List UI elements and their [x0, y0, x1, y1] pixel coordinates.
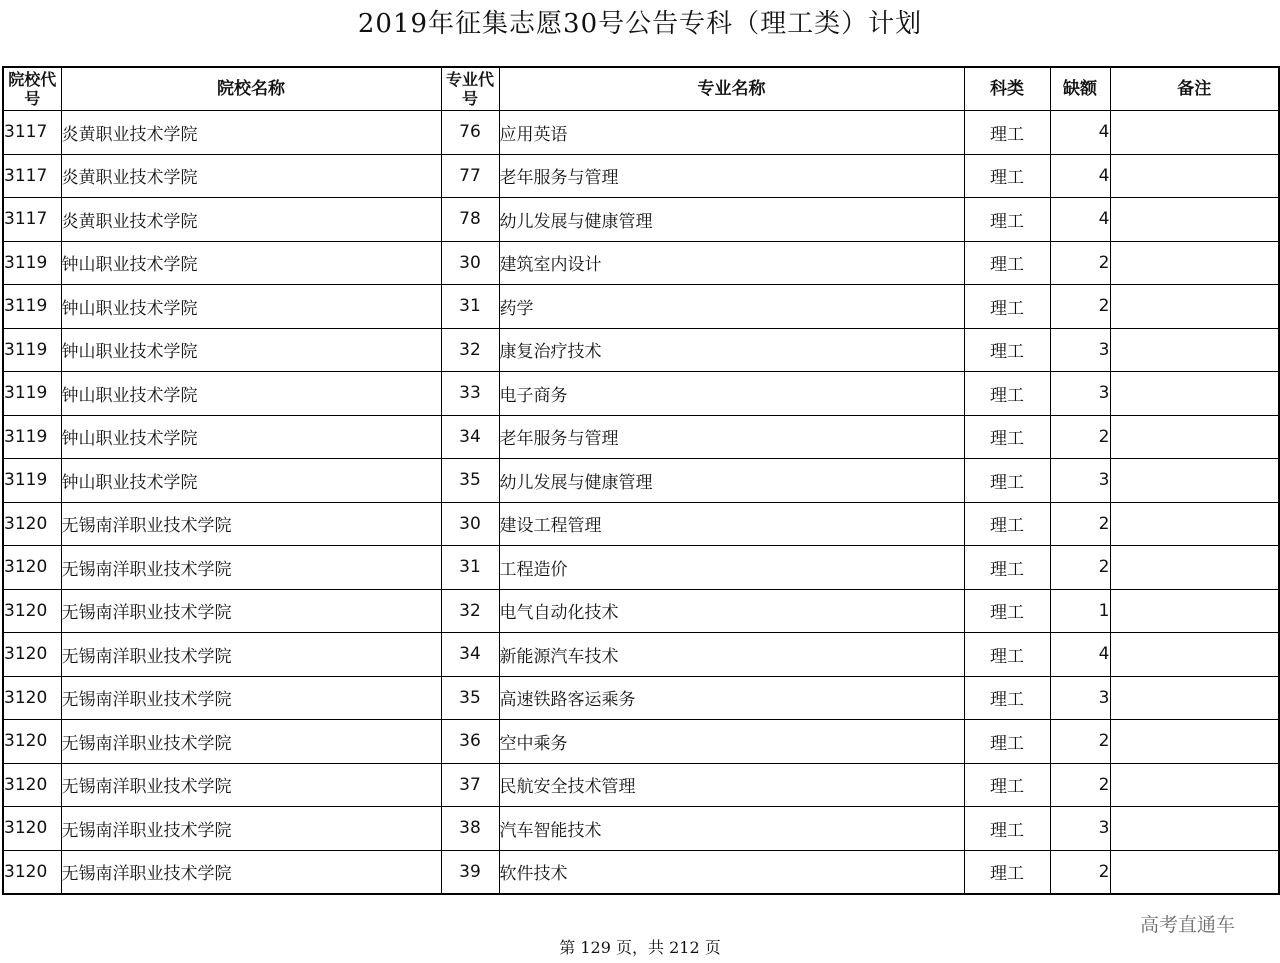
watermark: 高考直通车 — [1140, 914, 1236, 936]
cell-note — [1110, 372, 1279, 416]
cell-category: 理工 — [964, 807, 1050, 851]
cell-major-name: 康复治疗技术 — [499, 328, 964, 372]
cell-school-code: 3119 — [3, 459, 61, 503]
cell-category: 理工 — [964, 633, 1050, 677]
cell-note — [1110, 589, 1279, 633]
cell-quota: 2 — [1050, 415, 1110, 459]
cell-category: 理工 — [964, 502, 1050, 546]
cell-note — [1110, 763, 1279, 807]
cell-major-code: 32 — [441, 328, 499, 372]
cell-school-name: 无锡南洋职业技术学院 — [61, 763, 441, 807]
table-row — [3, 154, 1279, 198]
cell-major-name: 工程造价 — [499, 546, 964, 590]
cell-school-name: 无锡南洋职业技术学院 — [61, 633, 441, 677]
cell-quota: 1 — [1050, 589, 1110, 633]
cell-school-name: 钟山职业技术学院 — [61, 328, 441, 372]
cell-note — [1110, 633, 1279, 677]
cell-major-code: 38 — [441, 807, 499, 851]
cell-category: 理工 — [964, 241, 1050, 285]
cell-school-name: 无锡南洋职业技术学院 — [61, 807, 441, 851]
cell-major-code: 30 — [441, 241, 499, 285]
cell-category: 理工 — [964, 676, 1050, 720]
table-row — [3, 633, 1279, 677]
page-footer: 第 129 页，共 212 页 — [559, 938, 721, 957]
cell-school-name: 炎黄职业技术学院 — [61, 154, 441, 198]
cell-quota: 3 — [1050, 328, 1110, 372]
cell-school-code: 3117 — [3, 154, 61, 198]
cell-major-name: 幼儿发展与健康管理 — [499, 459, 964, 503]
cell-note — [1110, 241, 1279, 285]
cell-school-code: 3119 — [3, 372, 61, 416]
cell-quota: 2 — [1050, 850, 1110, 894]
table-row — [3, 415, 1279, 459]
cell-category: 理工 — [964, 285, 1050, 329]
table-row — [3, 807, 1279, 851]
cell-major-code: 39 — [441, 850, 499, 894]
cell-school-code: 3120 — [3, 850, 61, 894]
cell-note — [1110, 459, 1279, 503]
cell-quota: 4 — [1050, 111, 1110, 155]
cell-school-code: 3120 — [3, 633, 61, 677]
table-row — [3, 459, 1279, 503]
table-row — [3, 502, 1279, 546]
cell-school-code: 3120 — [3, 546, 61, 590]
cell-quota: 2 — [1050, 502, 1110, 546]
cell-note — [1110, 807, 1279, 851]
cell-school-name: 无锡南洋职业技术学院 — [61, 546, 441, 590]
cell-category: 理工 — [964, 763, 1050, 807]
table-row — [3, 241, 1279, 285]
cell-major-name: 幼儿发展与健康管理 — [499, 198, 964, 242]
header-category: 科类 — [964, 67, 1050, 111]
table-header-row — [3, 67, 1279, 111]
cell-major-code: 32 — [441, 589, 499, 633]
cell-school-name: 炎黄职业技术学院 — [61, 111, 441, 155]
cell-quota: 3 — [1050, 459, 1110, 503]
document-title: 2019年征集志愿30号公告专科（理工类）计划 — [357, 9, 923, 39]
table-row — [3, 198, 1279, 242]
cell-major-name: 民航安全技术管理 — [499, 763, 964, 807]
header-note: 备注 — [1110, 67, 1279, 111]
cell-major-code: 35 — [441, 676, 499, 720]
cell-major-code: 34 — [441, 415, 499, 459]
cell-note — [1110, 850, 1279, 894]
cell-quota: 3 — [1050, 676, 1110, 720]
table-row — [3, 763, 1279, 807]
cell-quota: 2 — [1050, 241, 1110, 285]
cell-major-code: 78 — [441, 198, 499, 242]
cell-major-name: 建设工程管理 — [499, 502, 964, 546]
cell-major-code: 37 — [441, 763, 499, 807]
table-row — [3, 111, 1279, 155]
cell-school-code: 3119 — [3, 241, 61, 285]
cell-major-code: 36 — [441, 720, 499, 764]
cell-school-name: 钟山职业技术学院 — [61, 241, 441, 285]
cell-category: 理工 — [964, 198, 1050, 242]
table-row — [3, 285, 1279, 329]
cell-note — [1110, 502, 1279, 546]
cell-category: 理工 — [964, 850, 1050, 894]
cell-category: 理工 — [964, 589, 1050, 633]
cell-note — [1110, 676, 1279, 720]
cell-school-name: 钟山职业技术学院 — [61, 285, 441, 329]
cell-school-name: 无锡南洋职业技术学院 — [61, 850, 441, 894]
cell-major-code: 31 — [441, 285, 499, 329]
cell-major-name: 老年服务与管理 — [499, 154, 964, 198]
cell-school-name: 无锡南洋职业技术学院 — [61, 676, 441, 720]
cell-major-name: 电气自动化技术 — [499, 589, 964, 633]
cell-major-code: 76 — [441, 111, 499, 155]
cell-school-name: 无锡南洋职业技术学院 — [61, 589, 441, 633]
cell-school-code: 3119 — [3, 415, 61, 459]
cell-note — [1110, 328, 1279, 372]
cell-school-name: 钟山职业技术学院 — [61, 459, 441, 503]
table-row — [3, 720, 1279, 764]
table-row — [3, 589, 1279, 633]
cell-quota: 2 — [1050, 720, 1110, 764]
header-major-code: 专业代号 — [441, 67, 499, 111]
cell-school-code: 3120 — [3, 720, 61, 764]
cell-quota: 3 — [1050, 807, 1110, 851]
cell-major-code: 33 — [441, 372, 499, 416]
cell-school-code: 3120 — [3, 676, 61, 720]
cell-school-code: 3120 — [3, 807, 61, 851]
table-row — [3, 850, 1279, 894]
cell-school-name: 钟山职业技术学院 — [61, 372, 441, 416]
cell-category: 理工 — [964, 546, 1050, 590]
cell-school-code: 3119 — [3, 285, 61, 329]
cell-quota: 2 — [1050, 546, 1110, 590]
cell-quota: 2 — [1050, 763, 1110, 807]
cell-school-code: 3120 — [3, 502, 61, 546]
cell-note — [1110, 285, 1279, 329]
cell-school-code: 3120 — [3, 589, 61, 633]
header-school-code: 院校代号 — [3, 67, 61, 111]
cell-school-name: 炎黄职业技术学院 — [61, 198, 441, 242]
cell-note — [1110, 720, 1279, 764]
table-body — [3, 111, 1279, 895]
cell-major-name: 老年服务与管理 — [499, 415, 964, 459]
cell-category: 理工 — [964, 720, 1050, 764]
header-major-name: 专业名称 — [499, 67, 964, 111]
cell-major-code: 77 — [441, 154, 499, 198]
cell-major-name: 高速铁路客运乘务 — [499, 676, 964, 720]
cell-category: 理工 — [964, 154, 1050, 198]
cell-school-name: 无锡南洋职业技术学院 — [61, 502, 441, 546]
cell-major-name: 汽车智能技术 — [499, 807, 964, 851]
cell-quota: 3 — [1050, 372, 1110, 416]
cell-major-name: 软件技术 — [499, 850, 964, 894]
cell-major-name: 空中乘务 — [499, 720, 964, 764]
cell-major-code: 34 — [441, 633, 499, 677]
cell-quota: 4 — [1050, 633, 1110, 677]
cell-quota: 4 — [1050, 198, 1110, 242]
cell-major-name: 建筑室内设计 — [499, 241, 964, 285]
cell-quota: 4 — [1050, 154, 1110, 198]
cell-category: 理工 — [964, 415, 1050, 459]
cell-school-code: 3120 — [3, 763, 61, 807]
cell-note — [1110, 415, 1279, 459]
cell-category: 理工 — [964, 111, 1050, 155]
cell-school-code: 3119 — [3, 328, 61, 372]
cell-category: 理工 — [964, 328, 1050, 372]
cell-note — [1110, 154, 1279, 198]
cell-school-name: 无锡南洋职业技术学院 — [61, 720, 441, 764]
cell-major-code: 35 — [441, 459, 499, 503]
table-row — [3, 328, 1279, 372]
cell-quota: 2 — [1050, 285, 1110, 329]
header-school-name: 院校名称 — [61, 67, 441, 111]
cell-major-name: 应用英语 — [499, 111, 964, 155]
table-row — [3, 676, 1279, 720]
cell-category: 理工 — [964, 459, 1050, 503]
cell-note — [1110, 111, 1279, 155]
cell-major-name: 药学 — [499, 285, 964, 329]
cell-category: 理工 — [964, 372, 1050, 416]
cell-note — [1110, 546, 1279, 590]
table-row — [3, 372, 1279, 416]
enrollment-plan-table — [2, 66, 1280, 895]
cell-school-name: 钟山职业技术学院 — [61, 415, 441, 459]
cell-school-code: 3117 — [3, 198, 61, 242]
cell-major-code: 31 — [441, 546, 499, 590]
cell-school-code: 3117 — [3, 111, 61, 155]
cell-major-name: 电子商务 — [499, 372, 964, 416]
header-quota: 缺额 — [1050, 67, 1110, 111]
cell-major-code: 30 — [441, 502, 499, 546]
cell-major-name: 新能源汽车技术 — [499, 633, 964, 677]
cell-note — [1110, 198, 1279, 242]
table-row — [3, 546, 1279, 590]
